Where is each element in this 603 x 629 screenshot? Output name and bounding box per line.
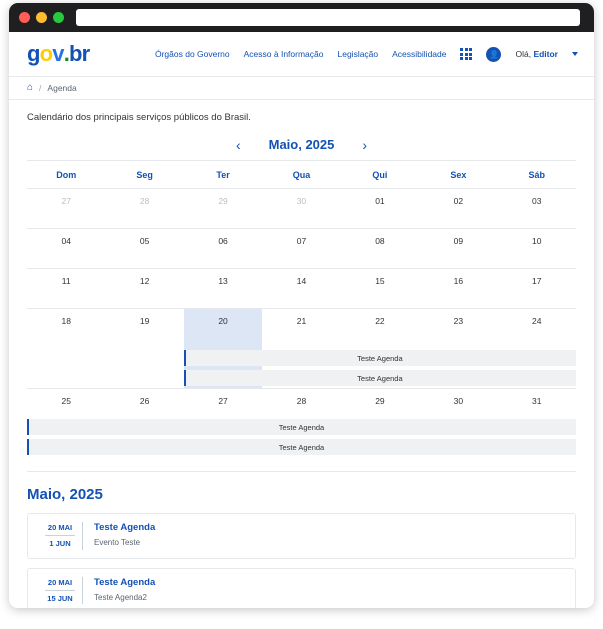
logo-letter-g: g — [27, 41, 40, 66]
user-name: Editor — [533, 49, 558, 59]
event-date-separator — [45, 535, 75, 536]
weekday-sex: Sex — [450, 170, 467, 180]
event-body — [82, 577, 565, 605]
calendar-day-cell[interactable]: 25 — [61, 396, 71, 406]
event-body — [82, 522, 565, 550]
calendar-day-cell[interactable]: 30 — [296, 196, 307, 206]
calendar-event-bar[interactable]: Teste Agenda — [184, 350, 576, 366]
calendar-day-cell[interactable]: 07 — [296, 236, 307, 246]
breadcrumb — [9, 76, 594, 100]
calendar-day-cell[interactable]: 22 — [375, 316, 385, 326]
close-window-button[interactable] — [19, 12, 30, 23]
header-link-legislacao[interactable]: Legislação — [337, 49, 379, 59]
event-title[interactable]: Teste Agenda — [94, 522, 156, 533]
calendar-weekday-header — [27, 161, 576, 188]
calendar-week-row — [27, 268, 576, 308]
header-link-acesso-informacao[interactable]: Acesso à Informação — [243, 49, 324, 59]
calendar-day-cell[interactable]: 27 — [61, 196, 71, 206]
event-date-separator — [45, 590, 75, 591]
calendar-event-bar[interactable]: Teste Agenda — [27, 419, 576, 435]
calendar-event-band — [27, 437, 576, 457]
event-date-range — [38, 522, 82, 550]
calendar-day-cell[interactable]: 05 — [139, 236, 150, 246]
window-controls[interactable] — [19, 12, 64, 23]
calendar-day-cell[interactable]: 28 — [139, 196, 150, 206]
page-intro: Calendário dos principais serviços públicos do Brasil. — [27, 112, 251, 123]
calendar-day-cell[interactable]: 30 — [453, 396, 464, 406]
event-start-date: 20 MAI — [47, 577, 73, 587]
calendar-day-cell[interactable]: 06 — [218, 236, 228, 246]
calendar-day-cell[interactable]: 17 — [532, 276, 542, 286]
weekday-ter: Ter — [216, 170, 230, 180]
weekday-qui: Qui — [372, 170, 388, 180]
user-greeting[interactable] — [515, 49, 558, 59]
calendar-day-cell[interactable]: 19 — [139, 316, 150, 326]
calendar-day-cell[interactable]: 23 — [453, 316, 464, 326]
calendar-event-band — [27, 348, 576, 368]
calendar-day-cell[interactable]: 12 — [139, 276, 150, 286]
address-bar[interactable] — [76, 9, 580, 26]
govbr-logo[interactable] — [27, 43, 89, 65]
logo-letter-v: v — [52, 41, 64, 66]
weekday-seg: Seg — [136, 170, 153, 180]
event-title[interactable]: Teste Agenda — [94, 576, 156, 588]
avatar[interactable]: 👤 — [486, 47, 501, 62]
calendar-day-cell[interactable]: 04 — [61, 236, 71, 246]
calendar-day-cell[interactable]: 13 — [218, 276, 228, 286]
calendar-day-cell[interactable]: 09 — [453, 236, 464, 246]
logo-letter-o: o — [39, 41, 53, 66]
calendar-day-cell[interactable]: 21 — [296, 316, 307, 326]
calendar-day-cell[interactable]: 24 — [532, 316, 542, 326]
calendar-day-cell[interactable]: 16 — [453, 276, 464, 286]
browser-chrome — [9, 3, 594, 32]
event-date-range — [38, 577, 82, 605]
weekday-qua: Qua — [292, 170, 311, 180]
calendar-next-month-button[interactable]: › — [362, 136, 368, 153]
apps-grid-icon[interactable] — [460, 48, 472, 60]
breadcrumb-separator: / — [39, 83, 42, 93]
calendar-day-cell[interactable]: 10 — [532, 236, 542, 246]
header-nav — [155, 47, 578, 62]
calendar-week-row — [27, 188, 576, 228]
calendar-title: Maio, 2025 — [268, 137, 335, 152]
calendar-day-cell[interactable]: 01 — [375, 196, 385, 206]
user-greeting-text: Olá, — [515, 49, 534, 59]
breadcrumb-current: Agenda — [47, 83, 77, 93]
calendar-event-band — [27, 368, 576, 388]
header-link-orgaos[interactable]: Órgãos do Governo — [154, 49, 230, 59]
event-description: Evento Teste — [94, 538, 141, 547]
logo-letters-br: br — [69, 41, 90, 66]
calendar-day-cell[interactable]: 03 — [532, 196, 542, 206]
chevron-down-icon[interactable] — [572, 52, 578, 56]
calendar-event-bar[interactable]: Teste Agenda — [184, 370, 576, 386]
calendar-week-row — [27, 388, 576, 417]
site-header — [9, 32, 594, 76]
event-card[interactable] — [27, 513, 576, 559]
calendar-day-cell[interactable]: 02 — [453, 196, 464, 206]
calendar-day-cell[interactable]: 27 — [218, 396, 228, 406]
event-description: Teste Agenda2 — [94, 592, 147, 602]
calendar-day-cell[interactable]: 08 — [375, 236, 385, 246]
calendar-day-cell[interactable]: 18 — [61, 316, 71, 326]
calendar-day-cell[interactable]: 29 — [218, 196, 228, 206]
calendar-event-bar[interactable]: Teste Agenda — [27, 439, 576, 455]
event-end-date: 15 JUN — [47, 593, 73, 603]
calendar-day-cell[interactable]: 28 — [296, 396, 307, 406]
event-start-date: 20 MAI — [47, 523, 73, 532]
calendar-day-cell[interactable]: 26 — [139, 396, 150, 406]
calendar-day-cell[interactable]: 15 — [375, 276, 385, 286]
calendar-day-cell[interactable]: 29 — [375, 396, 385, 406]
calendar-week-row — [27, 228, 576, 268]
calendar-day-cell[interactable]: 31 — [532, 396, 542, 406]
calendar-prev-month-button[interactable]: ‹ — [235, 136, 241, 153]
weekday-sab: Sáb — [528, 170, 546, 180]
browser-window — [9, 3, 594, 608]
calendar-event-band — [27, 417, 576, 437]
event-end-date: 1 JUN — [49, 539, 71, 549]
calendar-week-row — [27, 308, 576, 348]
month-events-title: Maio, 2025 — [27, 486, 103, 503]
calendar-grid — [27, 160, 576, 457]
calendar-day-cell[interactable]: 11 — [61, 276, 71, 286]
month-events-section — [27, 471, 576, 608]
event-card[interactable] — [27, 568, 576, 609]
minimize-window-button[interactable] — [36, 12, 47, 23]
calendar-day-cell-selected[interactable]: 20 — [184, 309, 262, 348]
page-content — [9, 32, 594, 608]
calendar-nav — [9, 137, 594, 152]
home-icon[interactable]: ⌂ — [27, 82, 34, 93]
header-link-acessibilidade[interactable]: Acessibilidade — [392, 49, 447, 59]
logo-dot: . — [63, 41, 70, 66]
calendar-day-cell[interactable]: 14 — [296, 276, 307, 286]
weekday-dom: Dom — [56, 170, 77, 180]
maximize-window-button[interactable] — [53, 12, 64, 23]
